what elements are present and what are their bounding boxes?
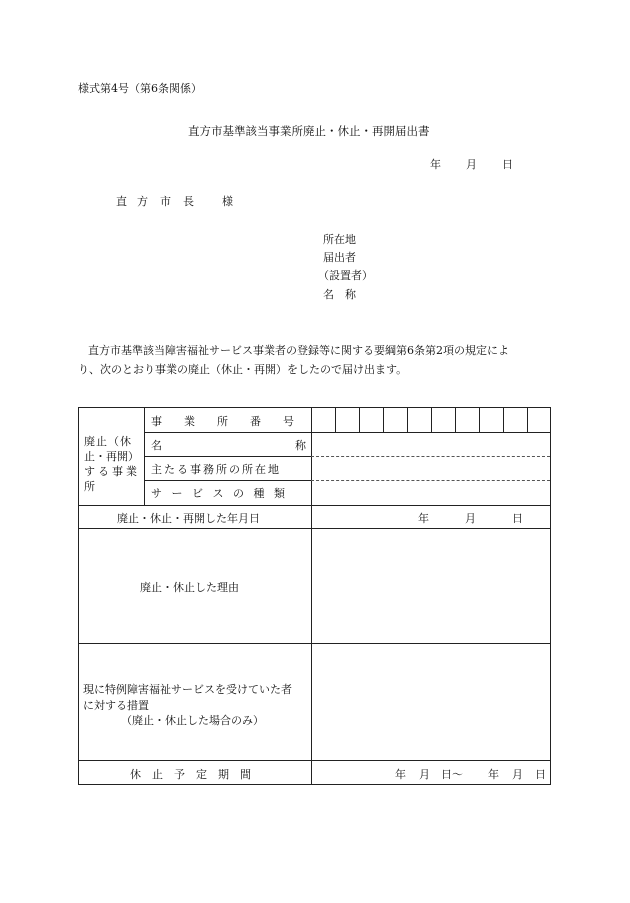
row-reason-label: 廃止・休止した理由 [140, 581, 239, 594]
header-date-month: 月 [466, 158, 477, 171]
installer-label: （設置者） [318, 269, 373, 282]
header-date-year: 年 [430, 158, 441, 171]
row-office-number-label: 事 業 所 番 号 [151, 415, 294, 428]
period-day-end: 日 [535, 768, 546, 781]
period-day-start: 日〜 [441, 768, 463, 781]
row-measures-line-1: 現に特例障害福祉サービスを受けていた者 [83, 683, 292, 696]
period-month-start: 月 [419, 768, 430, 781]
row-main-office-label: 主たる事務所の所在地 [151, 463, 281, 476]
row-measures-line-2: に対する措置 [83, 699, 149, 712]
document-title: 直方市基準該当事業所廃止・休止・再開届出書 [188, 124, 430, 138]
body-text-line-1: 直方市基準該当障害福祉サービス事業者の登録等に関する要綱第6条第2項の規定によ [88, 344, 509, 357]
group-label-line-4: 所 [84, 480, 95, 493]
row-date-year: 年 [418, 512, 429, 525]
addressee-char-4: 長 [183, 195, 194, 208]
group-label-line-2: 止・再開） [84, 450, 139, 463]
row-date-day: 日 [512, 512, 523, 525]
row-name-label-right: 称 [295, 439, 306, 452]
form-number: 様式第4号（第6条関係） [78, 82, 202, 95]
addressee-char-2: 方 [137, 195, 148, 208]
row-measures-line-3: （廃止・休止した場合のみ） [121, 714, 264, 727]
addressee-char-1: 直 [116, 195, 127, 208]
notifier-label: 届出者 [323, 251, 356, 264]
addressee-char-3: 市 [160, 195, 171, 208]
row-service-type-label: サ ー ビ ス の 種 類 [151, 487, 288, 500]
row-name-label-left: 名 [151, 439, 162, 452]
row-date-month: 月 [465, 512, 476, 525]
group-label-line-3: する事業 [84, 465, 140, 478]
group-label-line-1: 廃止（休 [84, 435, 132, 448]
period-month-end: 月 [512, 768, 523, 781]
body-text-line-2: り、次のとおり事業の廃止（休止・再開）をしたので届け出ます。 [78, 363, 408, 376]
period-year-end: 年 [488, 768, 499, 781]
row-date-label: 廃止・休止・再開した年月日 [117, 512, 260, 525]
address-label: 所在地 [323, 233, 356, 246]
header-date-day: 日 [502, 158, 513, 171]
name-label: 名 称 [323, 288, 356, 301]
row-period-label: 休 止 予 定 期 間 [130, 768, 251, 781]
period-year-start: 年 [395, 768, 406, 781]
addressee-honorific: 様 [222, 195, 233, 208]
